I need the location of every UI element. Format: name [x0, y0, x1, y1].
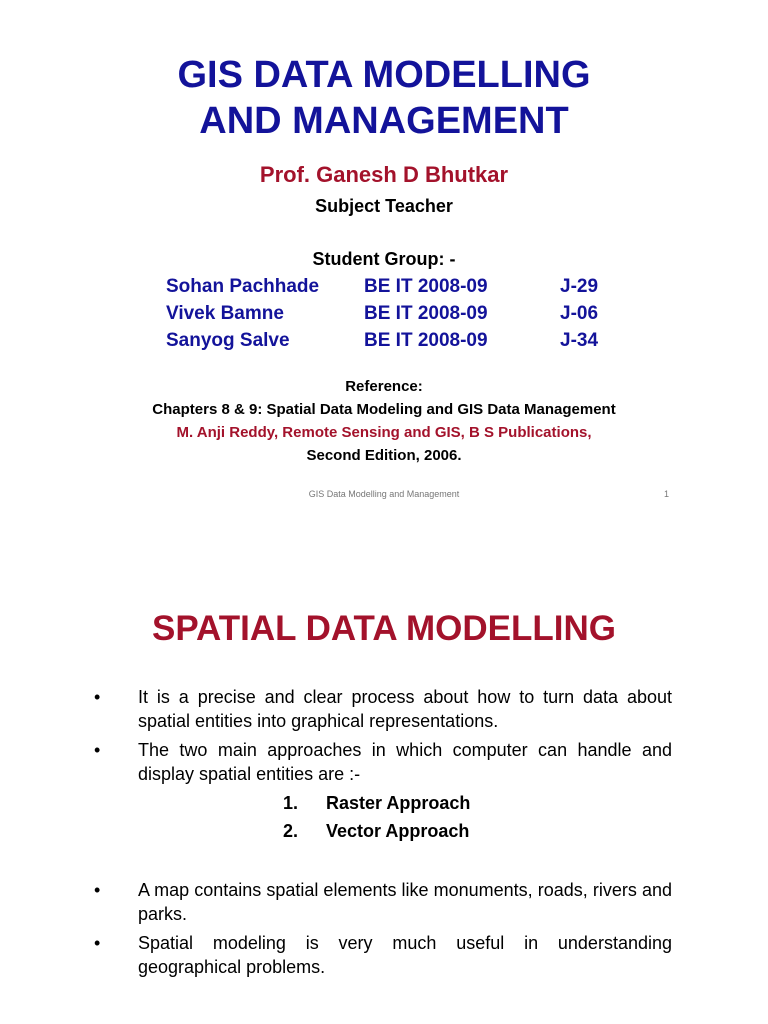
approach-number: 1.	[283, 793, 299, 813]
title-line-2: AND MANAGEMENT	[199, 100, 569, 142]
bullet-item	[94, 685, 672, 733]
student-class: BE IT 2008-09	[364, 276, 488, 297]
student-roll: J-06	[560, 303, 599, 324]
bullet-icon: •	[94, 687, 101, 707]
student-group-label: Student Group: -	[312, 249, 456, 269]
bullet-text: It is a precise and clear process about how to turn data about spatial entities into graphical representations.	[138, 687, 672, 731]
student-name: Sohan Pachhade	[166, 276, 320, 297]
student-name: Sanyog Salve	[166, 330, 290, 351]
bullet-text: A map contains spatial elements like monuments, roads, rivers and parks.	[138, 880, 672, 924]
reference-label: Reference:	[345, 378, 423, 395]
student-roll: J-29	[560, 276, 599, 297]
bullet-icon: •	[94, 880, 101, 900]
approach-label: Raster Approach	[326, 793, 471, 813]
approach-number: 2.	[283, 821, 299, 841]
approach-item	[283, 791, 470, 815]
teacher-role: Subject Teacher	[315, 196, 453, 216]
approach-item	[283, 819, 469, 843]
slide-footer: GIS Data Modelling and Management	[308, 489, 460, 499]
student-name: Vivek Bamne	[166, 303, 284, 324]
slide-title	[0, 52, 768, 144]
bullet-item	[94, 738, 672, 786]
page-number: 1	[664, 489, 670, 499]
approach-label: Vector Approach	[326, 821, 470, 841]
student-roll: J-34	[560, 330, 599, 351]
reference-edition: Second Edition, 2006.	[306, 447, 462, 464]
bullet-icon: •	[94, 933, 101, 953]
slide-2	[0, 512, 768, 1024]
teacher-name: Prof. Ganesh D Bhutkar	[259, 162, 509, 187]
slide-title: SPATIAL DATA MODELLING	[151, 609, 617, 648]
reference-chapters: Chapters 8 & 9: Spatial Data Modeling and GIS Data Management	[152, 401, 616, 418]
title-line-1: GIS DATA MODELLING	[177, 54, 591, 96]
bullet-item	[94, 878, 672, 926]
student-class: BE IT 2008-09	[364, 303, 488, 324]
bullet-item	[94, 931, 672, 979]
student-class: BE IT 2008-09	[364, 330, 488, 351]
reference-book: M. Anji Reddy, Remote Sensing and GIS, B S Publications,	[176, 424, 592, 441]
bullet-text: The two main approaches in which computer can handle and display spatial entities are :-	[138, 740, 672, 784]
bullet-icon: •	[94, 740, 101, 760]
bullet-text: Spatial modeling is very much useful in understanding geographical problems.	[138, 933, 672, 977]
